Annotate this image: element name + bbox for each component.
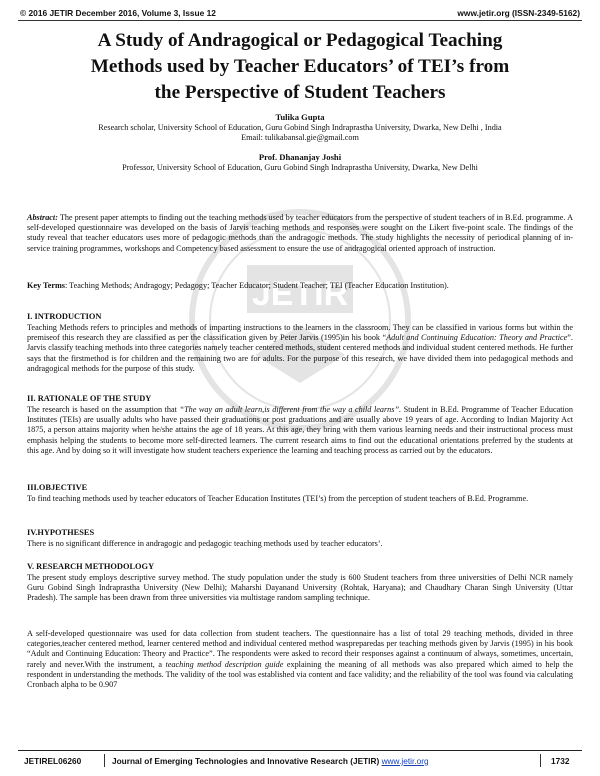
footer-page-number: 1732 [551, 756, 570, 766]
intro-text-2: ”. Jarvis classify teaching methods into three categories namely teacher centered methods, student centered methods and individual student centered methods. He further says that the firstmethod is for children and the remaining two are for adults. For the purpose of this research, we have divided them into pedagogical methods and andragogical methods for the purpose of this study. [27, 333, 573, 373]
author-name: Tulika Gupta [275, 112, 325, 122]
page-footer [18, 750, 582, 769]
rationale-quote: “The way an adult learn,is different from the way a child learns”. [179, 405, 402, 414]
section-heading-rationale: II. RATIONALE OF THE STUDY [27, 394, 152, 403]
methodology-paragraph-1 [27, 573, 573, 604]
footer-url-link[interactable]: www.jetir.org [381, 756, 429, 766]
author-block-1 [20, 112, 580, 144]
author-affiliation: Professor, University School of Education, Guru Gobind Singh Indraprastha University, Dwarka, New Delhi [122, 162, 478, 172]
header-issn: www.jetir.org (ISSN-2349-5162) [457, 8, 580, 18]
author-affiliation: Research scholar, University School of Education, Guru Gobind Singh Indraprastha University, Dwarka, New Delhi , India [98, 122, 502, 132]
footer-journal [112, 756, 429, 766]
methodology-text-1: The present study employs descriptive survey method. The study population under the study is 600 Student teachers from three universities of Delhi NCR namely Guru Gobind Singh Indraprastha University (New Delhi); Maharshi Dayanand University (Rohtak, Haryana); and Chaudhary Charan Singh University (Uttar Pradesh). The sample has been drawn from three universities via multistage random sampling technique. [27, 573, 573, 603]
abstract-text: The present paper attempts to finding out the teaching methods used by teacher educators from the perspective of student teachers of in B.Ed. programme. A self-developed questionnaire was developed on the basis of Jarvis teaching methods and responses were sought on the Likert five-point scale. The findings of the study reveal that teacher educators uses more of pedagogic methods than the andragogic methods. The study highlights the necessity of periodical planning of in-service training programmes, workshops and Competency based assessment to ensure the use of andragogical oriented approach of instruction. [27, 213, 573, 253]
section-heading-methodology: V. RESEARCH METHODOLOGY [27, 562, 155, 571]
watermark-text: JETIR [251, 275, 349, 313]
header-citation: © 2016 JETIR December 2016, Volume 3, Issue 12 [20, 8, 216, 18]
footer-paper-id: JETIREL06260 [24, 756, 82, 766]
title-line-3: the Perspective of Student Teachers [154, 82, 446, 103]
footer-divider [540, 754, 541, 767]
abstract-label: Abstract: [27, 213, 58, 222]
author-email: Email: tulikabansal.gie@gmail.com [241, 133, 359, 142]
objective-text: To find teaching methods used by teacher educators of Teacher Education Institutes (TEI’s) from the perception of student teachers of B.Ed. Programme. [27, 494, 529, 503]
abstract [27, 213, 573, 254]
title-line-2: Methods used by Teacher Educators’ of TEI’s from [90, 56, 510, 77]
section-heading-objective: III.OBJECTIVE [27, 483, 88, 492]
author-block-2 [20, 152, 580, 173]
rationale-paragraph [27, 405, 573, 456]
introduction-paragraph [27, 323, 573, 374]
methodology-text-2c: explaining the meaning of all methods was also prepared which aimed to help the respondent in understanding the methods. The validity of the tool was established via content and face validity; and the reliability of the tool was found via calculating Cronbach alpha to be 0.907 [27, 659, 574, 690]
section-heading-hypotheses: IV.HYPOTHESES [27, 528, 95, 537]
key-terms-text: : Teaching Methods; Andragogy; Pedagogy; Teacher Educator; Student Teacher; TEI (Teacher Education Institution). [64, 281, 449, 290]
rationale-text-2: Student in B.Ed. Programme of Teacher Education Institutes (TEIs) are usually adults who have passed their graduations or post graduations and are usually above 19 years of age. According to Indian Majority Act 1875, a person attains majority when he/she attains the age of 18 years. At this age, they bring with them various learning needs and their instructional process must emphasis helping the students to become more self-directed learners. The current research aims to find out the educational orientations preferred by the students at this age. And by doing so it will investigate how student teachers experience the learning and teaching process as carried out by the educators. [27, 405, 573, 455]
intro-book-title: Adult and Continuing Education: Theory and Practice [386, 333, 568, 343]
intro-text-1: Teaching Methods refers to principles and methods of imparting instructions to the learners in the classroom. They can be classified in various forms but within the premiseof this research they are classified as per the classification given by Peter Jarvis (1995)in his book “ [27, 323, 573, 343]
rationale-text-1: The research is based on the assumption that [27, 405, 180, 414]
methodology-text-2a: A self-developed questionnaire was used for data collection from student teachers. The questionnaire has a list of total 29 teaching methods, divided in three categories,teacher centered method, learner centered method and individual centered method waspreparedas per teaching methods given by Jarvis (1995) in his book “Adult and Continuing Education: Theory and Practice”. The respondents were asked to record their responses against a continuum of always, sometimes, uncertain, rarely and never.With the instrument, a [27, 629, 573, 669]
paper-title [30, 28, 570, 106]
methodology-paragraph-2 [27, 629, 573, 690]
objective-paragraph [27, 494, 573, 504]
hypotheses-text: There is no significant difference in andragogic and pedagogic teaching methods used by teacher educators’. [27, 539, 383, 548]
method-guide-term: teaching method description guide [165, 659, 284, 669]
footer-divider [104, 754, 105, 767]
running-header [0, 0, 600, 22]
section-heading-introduction: I. INTRODUCTION [27, 312, 102, 321]
header-rule [18, 20, 582, 21]
key-terms [27, 281, 573, 291]
author-name: Prof. Dhananjay Joshi [258, 152, 342, 162]
hypotheses-paragraph [27, 539, 573, 549]
key-terms-label: Key Terms [27, 281, 65, 290]
footer-journal-name: Journal of Emerging Technologies and Innovative Research (JETIR) [112, 756, 382, 766]
title-line-1: A Study of Andragogical or Pedagogical Teaching [97, 30, 503, 51]
